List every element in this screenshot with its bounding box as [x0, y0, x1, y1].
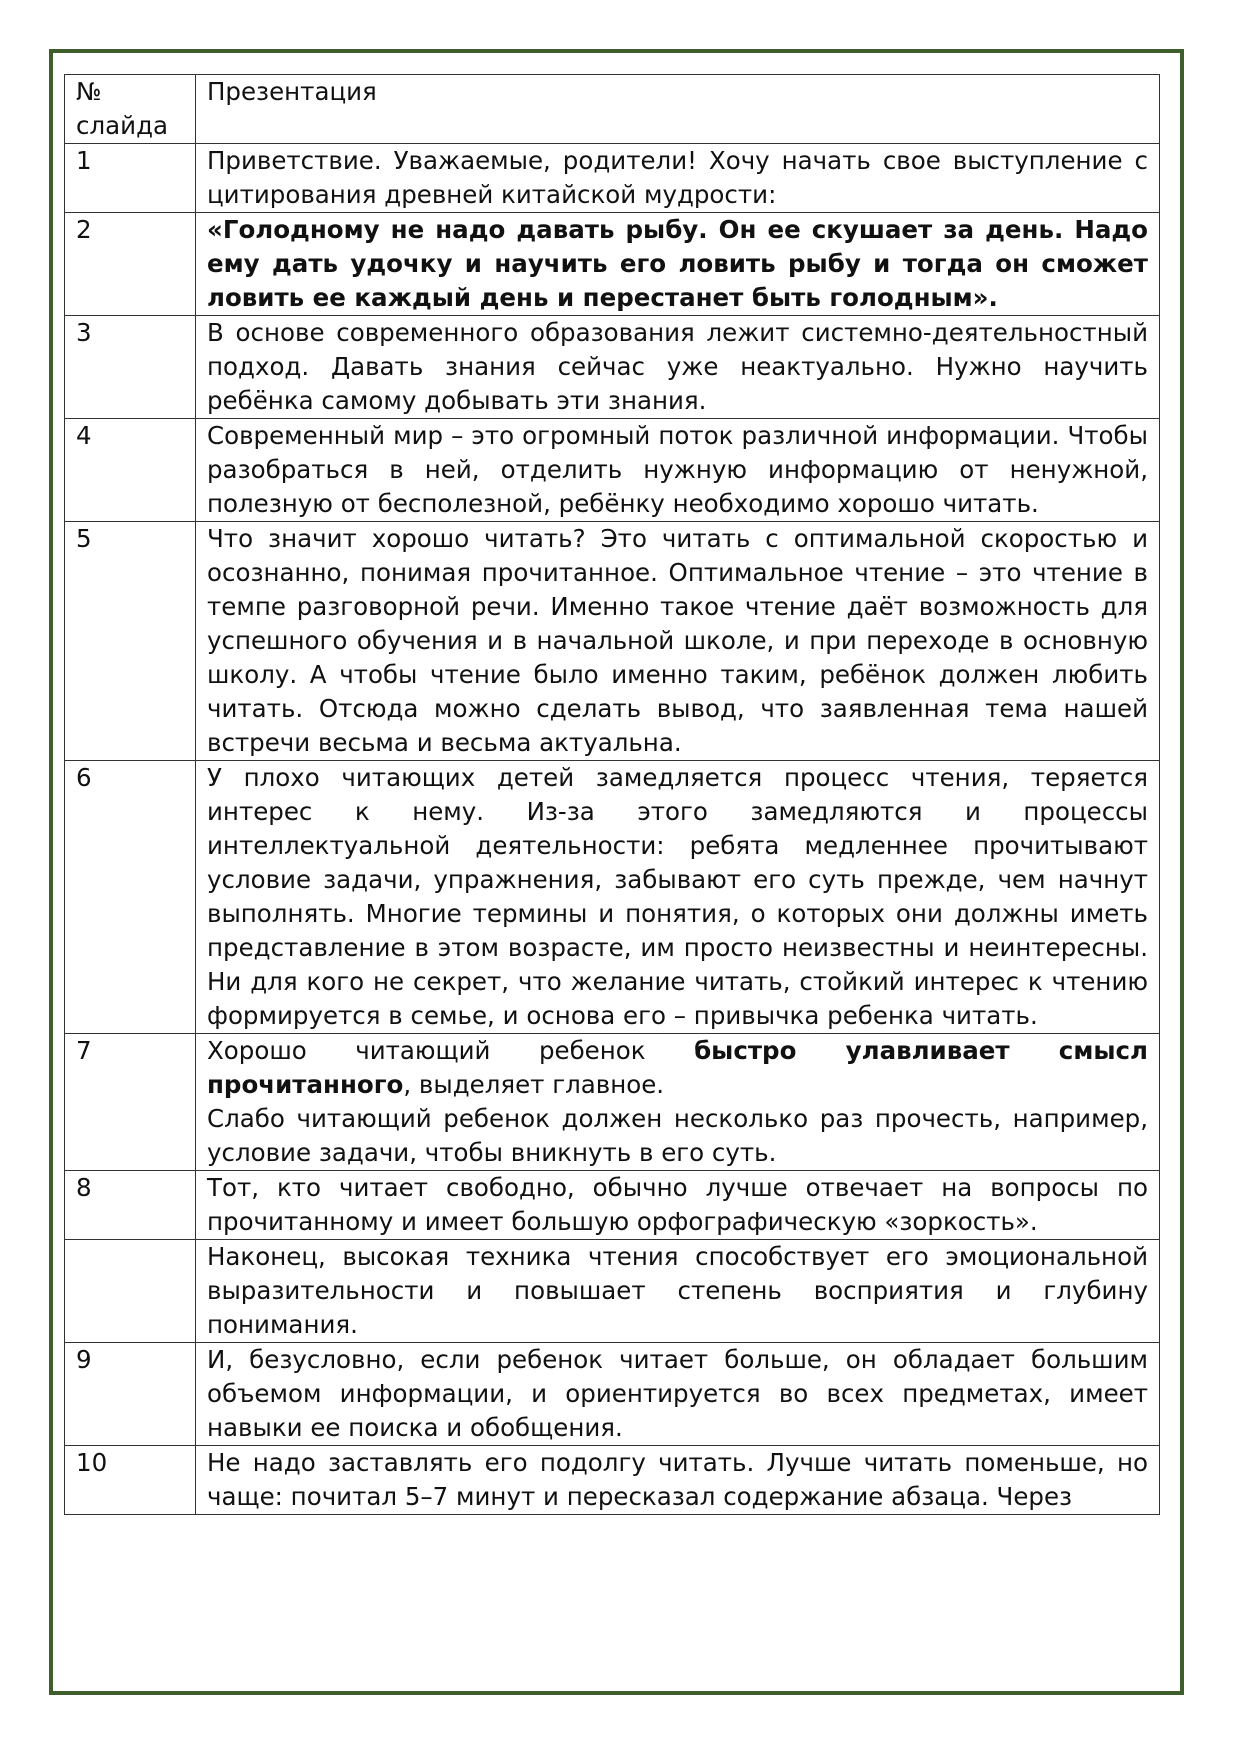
table-row	[65, 1446, 1160, 1515]
slide-text: Что значит хорошо читать? Это читать с оптимальной скоростью и осознанно, понимая прочитанное. Оптимальное чтение – это чтение в темпе разговорной речи. Именно такое чтение даёт возможность для успешного обучения и в начальной школе, и при переходе в основную школу. А чтобы чтение было именно таким, ребёнок должен любить читать. Отсюда можно сделать вывод, что заявленная тема нашей встречи весьма и весьма актуальна.	[196, 522, 1160, 761]
table-row	[65, 761, 1160, 1034]
slide-text: Современный мир – это огромный поток различной информации. Чтобы разобраться в ней, отделить нужную информацию от ненужной, полезную от бесполезной, ребёнку необходимо хорошо читать.	[196, 419, 1160, 522]
slide-number: 6	[65, 761, 196, 1034]
slide-text: У плохо читающих детей замедляется процесс чтения, теряется интерес к нему. Из-за этого замедляются и процессы интеллектуальной деятельности: ребята медленнее прочитывают условие задачи, упражнения, забывают его суть прежде, чем начнут выполнять. Многие термины и понятия, о которых они должны иметь представление в этом возрасте, им просто неизвестны и неинтересны. Ни для кого не секрет, что желание читать, стойкий интерес к чтению формируется в семье, и основа его – привычка ребенка читать.	[196, 761, 1160, 1034]
header-num-cell: № слайда	[65, 75, 196, 144]
table-row	[65, 1034, 1160, 1171]
text-run: Хорошо читающий ребенок	[207, 1036, 695, 1065]
slides-table	[64, 74, 1160, 1515]
table-row	[65, 213, 1160, 316]
bold-emphasis: быстро улавливает смысл прочитанного	[207, 1036, 1148, 1099]
table-row	[65, 1171, 1160, 1240]
slide-text-quote: «Голодному не надо давать рыбу. Он ее скушает за день. Надо ему дать удочку и научить его ловить рыбу и тогда он сможет ловить ее каждый день и перестанет быть голодным».	[196, 213, 1160, 316]
table-row	[65, 144, 1160, 213]
slide-number: 1	[65, 144, 196, 213]
text-run: , выделяет главное.	[403, 1070, 665, 1099]
table-row	[65, 522, 1160, 761]
slide-number	[65, 1240, 196, 1343]
slide-number: 7	[65, 1034, 196, 1171]
slide-paragraph: Слабо читающий ребенок должен несколько раз прочесть, например, условие задачи, чтобы вникнуть в его суть.	[207, 1104, 1148, 1167]
slide-number: 5	[65, 522, 196, 761]
slide-number: 8	[65, 1171, 196, 1240]
slide-number: 10	[65, 1446, 196, 1515]
slide-paragraph	[207, 1034, 1148, 1102]
slide-text: Наконец, высокая техника чтения способствует его эмоциональной выразительности и повышает степень восприятия и глубину понимания.	[196, 1240, 1160, 1343]
slide-text-continued: Не надо заставлять его подолгу читать. Лучше читать поменьше, но чаще: почитал 5–7 минут и пересказал содержание абзаца. Через	[207, 1448, 1148, 1511]
table-row	[65, 419, 1160, 522]
table-row	[65, 316, 1160, 419]
table-header-row	[65, 75, 1160, 144]
slide-text: Приветствие. Уважаемые, родители! Хочу начать свое выступление с цитирования древней китайской мудрости:	[196, 144, 1160, 213]
header-content-cell: Презентация	[196, 75, 1160, 144]
slide-number: 3	[65, 316, 196, 419]
slide-text	[196, 1034, 1160, 1171]
slide-number: 2	[65, 213, 196, 316]
slide-number: 4	[65, 419, 196, 522]
table-row	[65, 1240, 1160, 1343]
slide-text: В основе современного образования лежит системно-деятельностный подход. Давать знания сейчас уже неактуально. Нужно научить ребёнка самому добывать эти знания.	[196, 316, 1160, 419]
slide-number: 9	[65, 1343, 196, 1446]
slide-text: И, безусловно, если ребенок читает больше, он обладает большим объемом информации, и ориентируется во всех предметах, имеет навыки ее поиска и обобщения.	[196, 1343, 1160, 1446]
slide-text	[196, 1446, 1160, 1515]
table-row	[65, 1343, 1160, 1446]
slide-text: Тот, кто читает свободно, обычно лучше отвечает на вопросы по прочитанному и имеет большую орфографическую «зоркость».	[196, 1171, 1160, 1240]
